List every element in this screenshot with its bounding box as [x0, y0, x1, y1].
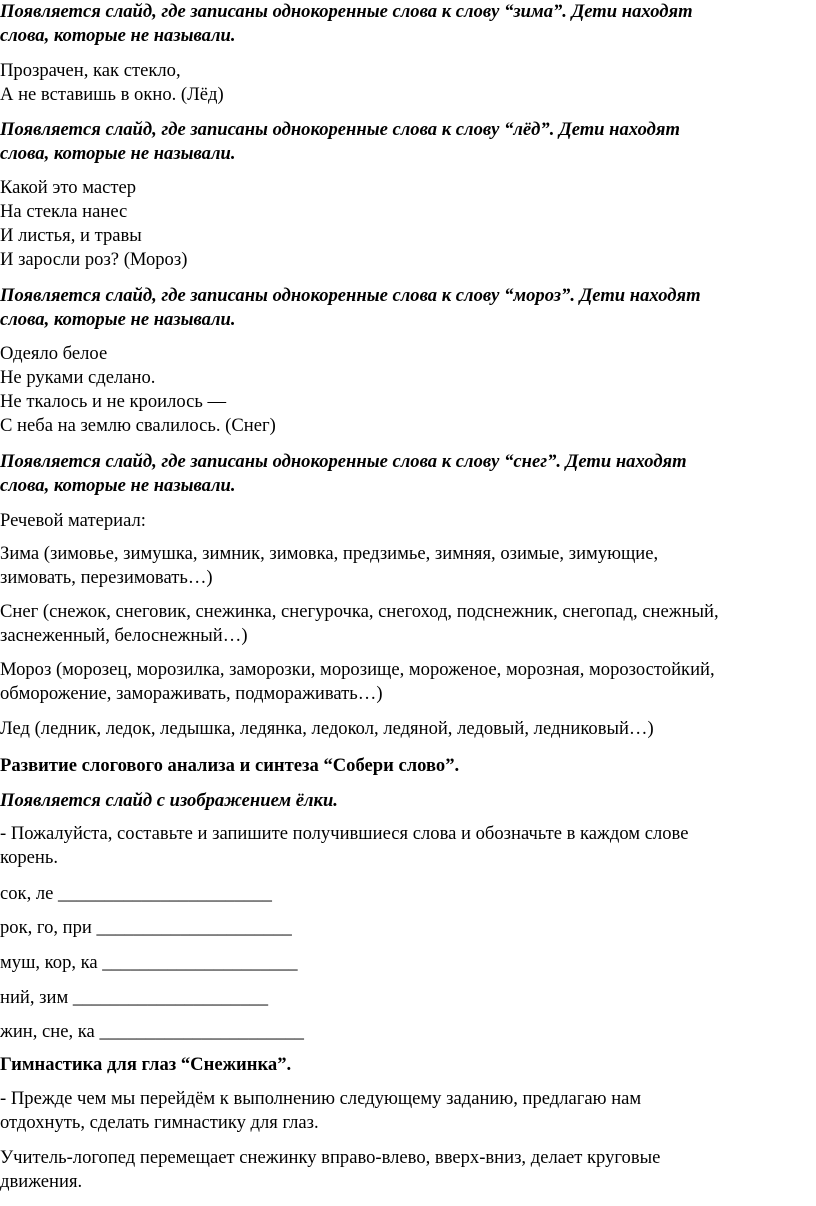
text-line: Лед (ледник, ледок, ледышка, ледянка, ледокол, ледяной, ледовый, ледниковый…) [0, 718, 654, 739]
text-line: сок, ле _______________________ [0, 883, 272, 904]
text-line: жин, сне, ка ______________________ [0, 1021, 304, 1042]
text-line: слова, которые не называли. [0, 25, 236, 46]
text-line: слова, которые не называли. [0, 143, 236, 164]
text-line: слова, которые не называли. [0, 309, 236, 330]
text-line: Одеяло белое [0, 343, 108, 364]
task-instruction [0, 822, 816, 870]
text-line: Развитие слогового анализа и синтеза “Собери слово”. [0, 755, 460, 776]
text-line: И листья, и травы [0, 225, 142, 246]
text-line: Появляется слайд, где записаны однокоренные слова к слову “зима”. Дети находят [0, 1, 693, 22]
text-line: Не ткалось и не кроилось — [0, 391, 227, 412]
words-moroz [0, 658, 816, 706]
riddle-frost [0, 176, 816, 272]
teacher-speech [0, 1087, 816, 1135]
text-line: Снег (снежок, снеговик, снежинка, снегурочка, снегоход, подснежник, снегопад, снежный, [0, 601, 719, 622]
text-line: Появляется слайд, где записаны однокоренные слова к слову “мороз”. Дети находят [0, 285, 701, 306]
words-led [0, 717, 816, 741]
slide-note-zima [0, 0, 816, 48]
text-line: корень. [0, 847, 59, 868]
words-sneg [0, 600, 816, 648]
text-line: На стекла нанес [0, 201, 128, 222]
exercise-item [0, 1020, 816, 1044]
speech-material-heading [0, 509, 816, 533]
text-line: заснеженный, белоснежный…) [0, 625, 248, 646]
exercise-item [0, 986, 816, 1010]
text-line: Появляется слайд, где записаны однокоренные слова к слову “снег”. Дети находят [0, 451, 687, 472]
text-line: зимовать, перезимовать…) [0, 567, 213, 588]
riddle-ice [0, 59, 816, 107]
text-line: движения. [0, 1171, 83, 1192]
text-line: рок, го, при _____________________ [0, 917, 292, 938]
text-line: - Прежде чем мы перейдём к выполнению следующему заданию, предлагаю нам [0, 1088, 642, 1109]
text-line: обморожение, замораживать, подмораживать…) [0, 683, 383, 704]
text-line: А не вставишь в окно. (Лёд) [0, 84, 224, 105]
text-line: Не руками сделано. [0, 367, 156, 388]
text-line: ний, зим _____________________ [0, 987, 269, 1008]
slide-note-led [0, 118, 816, 166]
slide-note-sneg [0, 450, 816, 498]
teacher-action [0, 1146, 816, 1194]
section-heading-syllables [0, 754, 816, 778]
riddle-snow [0, 342, 816, 438]
words-zima [0, 542, 816, 590]
text-line: С неба на землю свалилось. (Снег) [0, 415, 276, 436]
text-line: слова, которые не называли. [0, 475, 236, 496]
text-line: Зима (зимовье, зимушка, зимник, зимовка, предзимье, зимняя, озимые, зимующие, [0, 543, 659, 564]
slide-note-tree [0, 789, 816, 813]
text-line: Какой это мастер [0, 177, 137, 198]
section-heading-eye-gymnastics [0, 1053, 816, 1077]
text-line: муш, кор, ка _____________________ [0, 952, 298, 973]
text-line: Появляется слайд с изображением ёлки. [0, 790, 338, 811]
text-line: Учитель-логопед перемещает снежинку вправо-влево, вверх-вниз, делает круговые [0, 1147, 661, 1168]
text-line: отдохнуть, сделать гимнастику для глаз. [0, 1112, 319, 1133]
text-line: - Пожалуйста, составьте и запишите получившиеся слова и обозначьте в каждом слове [0, 823, 689, 844]
text-line: И заросли роз? (Мороз) [0, 249, 188, 270]
text-line: Мороз (морозец, морозилка, заморозки, морозище, мороженое, морозная, морозостойкий, [0, 659, 715, 680]
text-line: Появляется слайд, где записаны однокоренные слова к слову “лёд”. Дети находят [0, 119, 680, 140]
slide-note-moroz [0, 284, 816, 332]
text-line: Прозрачен, как стекло, [0, 60, 181, 81]
exercise-item [0, 916, 816, 940]
text-line: Гимнастика для глаз “Снежинка”. [0, 1054, 292, 1075]
exercise-item [0, 882, 816, 906]
text-line: Речевой материал: [0, 510, 146, 531]
exercise-item [0, 951, 816, 975]
